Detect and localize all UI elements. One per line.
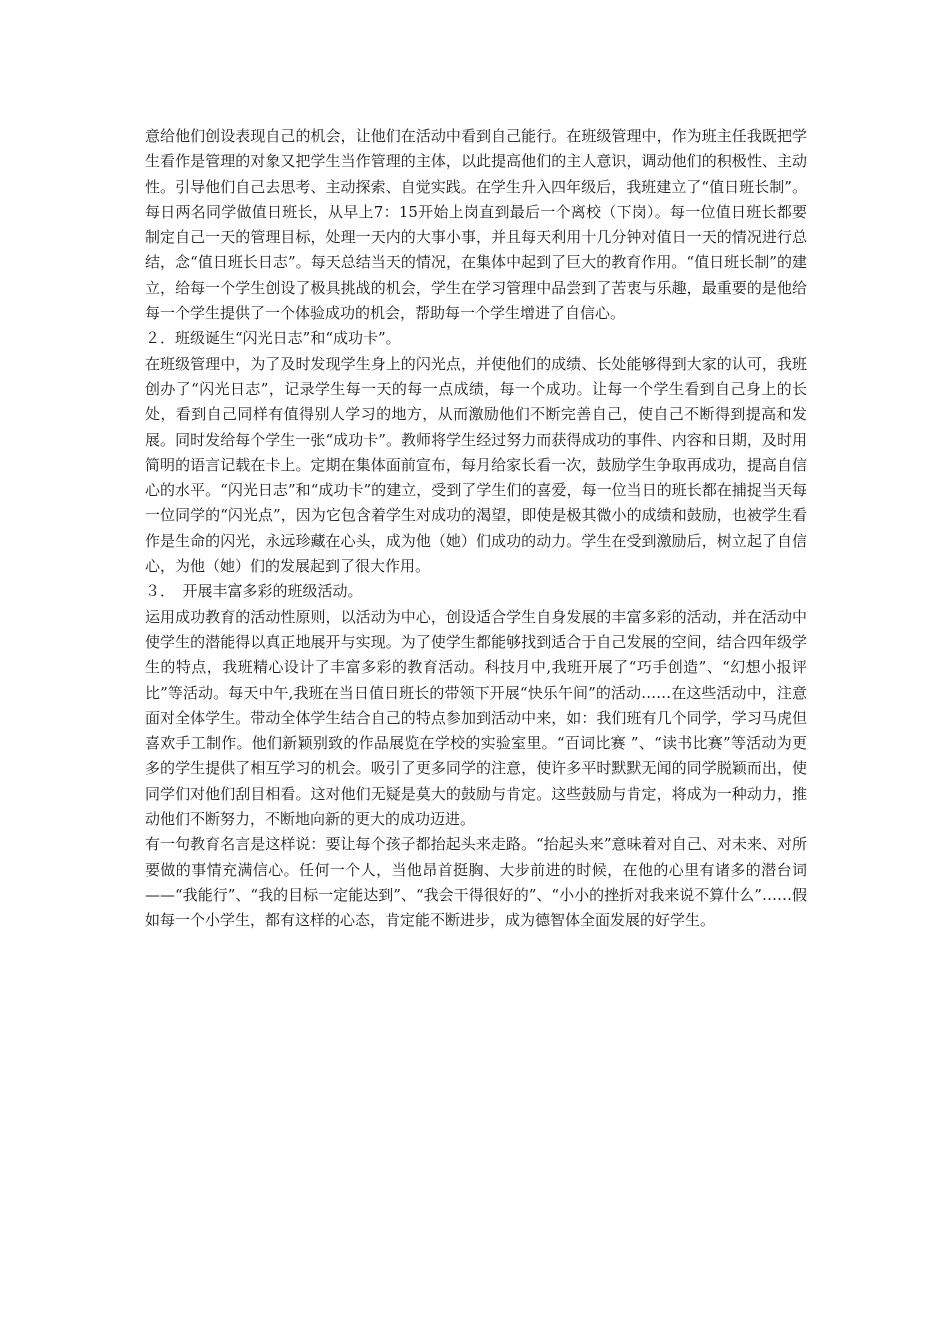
paragraph-shining-log: 在班级管理中，为了及时发现学生身上的闪光点，并使他们的成绩、长处能够得到大家的认可，我班创办了“闪光日志”，记录学生每一天的每一点成绩，每一个成功。让每一个学生看到自己身上的长处，看到自己同样有值得别人学习的地方，从而激励他们不断完善自己，使自己不断得到提高和发展。同时发给每个学生一张“成功卡”。教师将学生经过努力而获得成功的事件、内容和日期，及时用简明的语言记载在卡上。定期在集体面前宣布，每月给家长看一次，鼓励学生争取再成功，提高自信心的水平。“闪光日志”和“成功卡”的建立，受到了学生们的喜爱，每一位当日的班长都在捕捉当天每一位同学的“闪光点”，因为它包含着学生对成功的渴望，即使是极其微小的成绩和鼓励，也被学生看作是生命的闪光，永远珍藏在心头，成为他（她）们成功的动力。学生在受到激励后，树立起了自信心，为他（她）们的发展起到了很大作用。: [145, 354, 807, 576]
section-heading-3: ３． 开展丰富多彩的班级活动。: [145, 582, 363, 601]
section-heading-2: ２．班级诞生“闪光日志”和“成功卡”。: [145, 329, 401, 348]
paragraph-education-motto: 有一句教育名言是这样说：要让每个孩子都抬起头来走路。“抬起头来”意味着对自己、对未来、对所要做的事情充满信心。任何一个人，当他昂首挺胸、大步前进的时候，在他的心里有诸多的潜台词——“我能行”、“我的目标一定能达到”、“我会干得很好的”、“小小的挫折对我来说不算什么”……假如每一个小学生，都有这样的心态，肯定能不断进步，成为德智体全面发展的好学生。: [145, 835, 807, 930]
paragraph-class-activities: 运用成功教育的活动性原则，以活动为中心，创设适合学生自身发展的丰富多彩的活动，并在活动中使学生的潜能得以真正地展开与实现。为了使学生都能够找到适合于自己发展的空间，结合四年级学生的特点，我班精心设计了丰富多彩的教育活动。科技月中,我班开展了“巧手创造”、“幻想小报评比”等活动。每天中午,我班在当日值日班长的带领下开展“快乐午间”的活动……在这些活动中，注意面对全体学生。带动全体学生结合自己的特点参加到活动中来，如：我们班有几个同学，学习马虎但喜欢手工制作。他们新颖别致的作品展览在学校的实验室里。“百词比赛 ”、“读书比赛”等活动为更多的学生提供了相互学习的机会。吸引了更多同学的注意，使许多平时默默无闻的同学脱颖而出，使同学们对他们刮目相看。这对他们无疑是莫大的鼓励与肯定。这些鼓励与肯定，将成为一种动力，推动他们不断努力，不断地向新的更大的成功迈进。: [145, 607, 807, 829]
document-page: [145, 124, 807, 934]
paragraph-duty-monitor: 意给他们创设表现自己的机会，让他们在活动中看到自己能行。在班级管理中，作为班主任我既把学生看作是管理的对象又把学生当作管理的主体，以此提高他们的主人意识，调动他们的积极性、主动性。引导他们自己去思考、主动探索、自觉实践。在学生升入四年级后，我班建立了“值日班长制”。每日两名同学做值日班长，从早上7：15开始上岗直到最后一个离校（下岗）。每一位值日班长都要制定自己一天的管理目标，处理一天内的大事小事，并且每天利用十几分钟对值日一天的情况进行总结，念“值日班长日志”。每天总结当天的情况，在集体中起到了巨大的教育作用。“值日班长制”的建立，给每一个学生创设了极具挑战的机会，学生在学习管理中品尝到了苦衷与乐趣，最重要的是他给每一个学生提供了一个体验成功的机会，帮助每一个学生增进了自信心。: [145, 127, 807, 323]
